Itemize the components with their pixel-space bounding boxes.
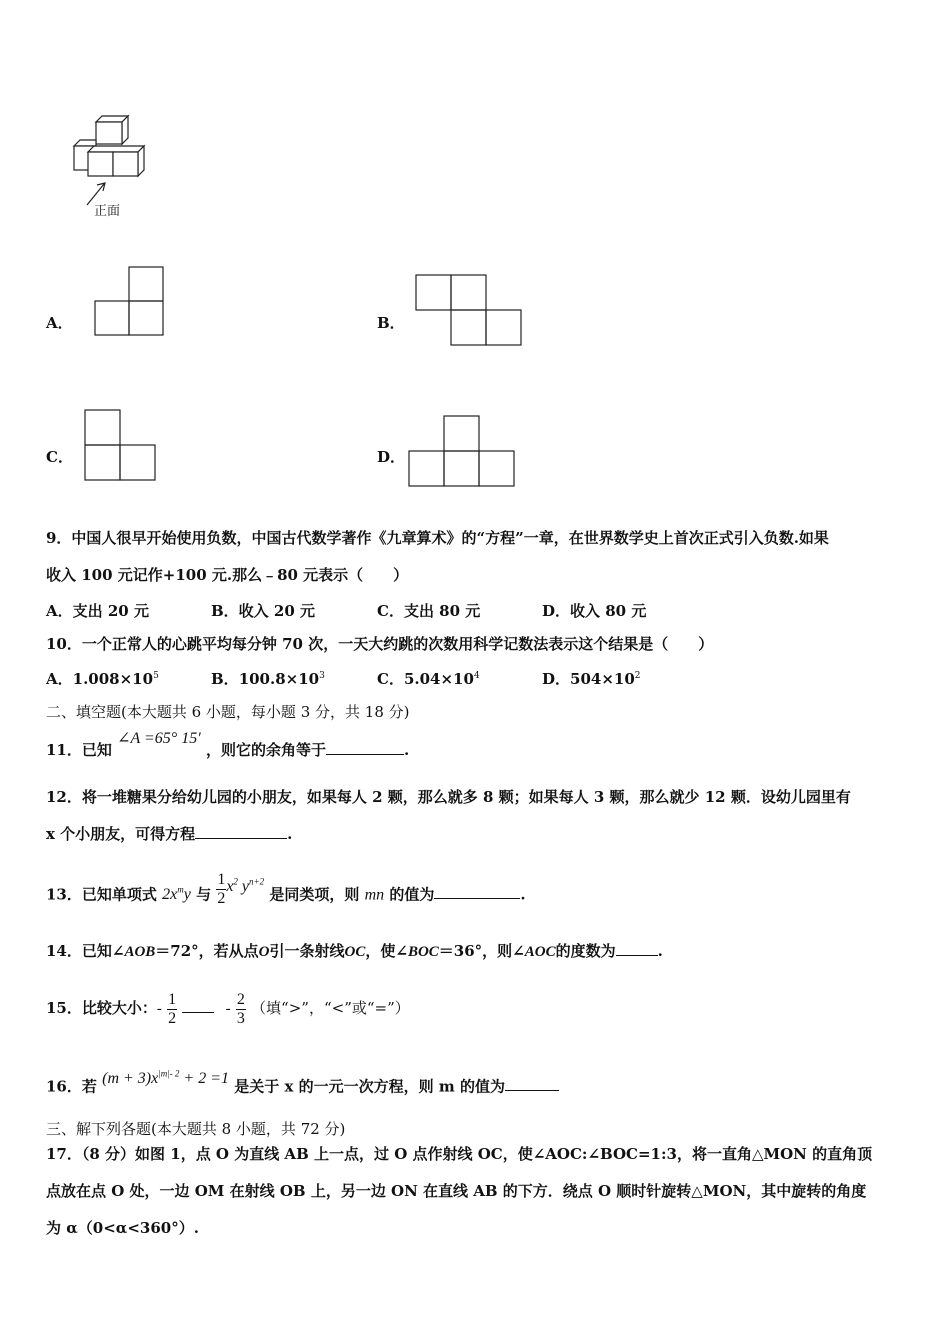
q9-option-b: B．收入 20 元 — [211, 602, 315, 620]
q12-answer-blank — [195, 824, 287, 839]
q10-option-b: B．$100.8\times 10^3$ — [211, 670, 325, 688]
option-b-figure — [414, 273, 524, 347]
option-d-figure — [407, 414, 517, 488]
q14-answer-blank — [616, 941, 658, 956]
q16: 16．若 $(m + 3)x^{|m|- 2} + 2 =1$ 是关于 x 的一元一次方程，则 m 的值为 — [46, 1072, 559, 1097]
section2-title: 二、填空题(本大题共 6 小题，每小题 3 分，共 18 分) — [46, 703, 410, 721]
option-c-figure — [83, 408, 158, 482]
q9-option-a: A．支出 20 元 — [46, 602, 149, 620]
q17-line1: 17．（8 分）如图 1，点 O 为直线 AB 上一点，过 O 点作射线 OC，使∠AOC:∠BOC=1:3，将一直角△MON 的直角顶 — [46, 1145, 873, 1163]
q12-line2: x 个小朋友，可得方程 . — [46, 825, 293, 843]
cube-stack-figure — [64, 108, 164, 223]
q9-stem-line1: 9．中国人很早开始使用负数，中国古代数学著作《九章算术》的“方程”一章，在世界数学史上首次正式引入负数.如果 — [46, 529, 829, 547]
q10-option-d: D．$504\times 10^2$ — [542, 670, 641, 688]
option-c-label: C． — [46, 448, 73, 466]
q9-option-d: D．收入 80 元 — [542, 602, 647, 620]
q16-answer-blank — [505, 1076, 559, 1091]
front-label: 正面 — [94, 204, 121, 219]
q13: 13．已知单项式 $2x^my$ 与 $\frac{1}{2}$ $x^2$ $y^{n+2}$ 是同类项，则 mn 的值为 . — [46, 870, 526, 907]
q12-line1: 12．将一堆糖果分给幼儿园的小朋友，如果每人 2 颗，那么就多 8 颗；如果每人 3 颗，那么就少 12 颗．设幼儿园里有 — [46, 788, 851, 806]
option-a-figure — [93, 266, 167, 338]
q10-stem: 10．一个正常人的心跳平均每分钟 70 次，一天大约跳的次数用科学记数法表示这个结果是（ ） — [46, 635, 714, 653]
q13-answer-blank — [434, 884, 520, 899]
option-b-label: B． — [377, 314, 405, 332]
section3-title: 三、解下列各题(本大题共 8 小题，共 72 分) — [46, 1120, 346, 1138]
q11-angle-math: ∠A =65° 15′ — [117, 730, 201, 747]
option-d-label: D． — [377, 448, 406, 466]
q10-option-c: C．$5.04\times 10^4$ — [377, 670, 480, 688]
q9-option-c: C．支出 80 元 — [377, 602, 481, 620]
q11-answer-blank — [326, 740, 404, 755]
q17-line2: 点放在点 O 处，一边 OM 在射线 OB 上，另一边 ON 在直线 AB 的下方．绕点 O 顺时针旋转△MON，其中旋转的角度 — [46, 1182, 867, 1200]
q15-answer-blank — [182, 998, 214, 1013]
q15: 15．比较大小：- $\frac{1}{2}$ - $\frac{2}{3}$ （填“>”，“<”或“=”） — [46, 990, 410, 1027]
q17-line3: 为 α（0<α<360°）. — [46, 1219, 199, 1237]
q9-stem-line2: 收入 100 元记作+100 元.那么﹣80 元表示（ ） — [46, 566, 409, 584]
option-a-label: A． — [46, 314, 73, 332]
q11: 11．已知 ∠A =65° 15′ ，则它的余角等于 . — [46, 730, 410, 759]
q14: 14．已知∠AOB＝72°，若从点O引一条射线OC，使∠BOC＝36°，则∠AOC的度数为 . — [46, 942, 663, 960]
q10-option-a: A．$1.008\times 10^5$ — [46, 670, 159, 688]
